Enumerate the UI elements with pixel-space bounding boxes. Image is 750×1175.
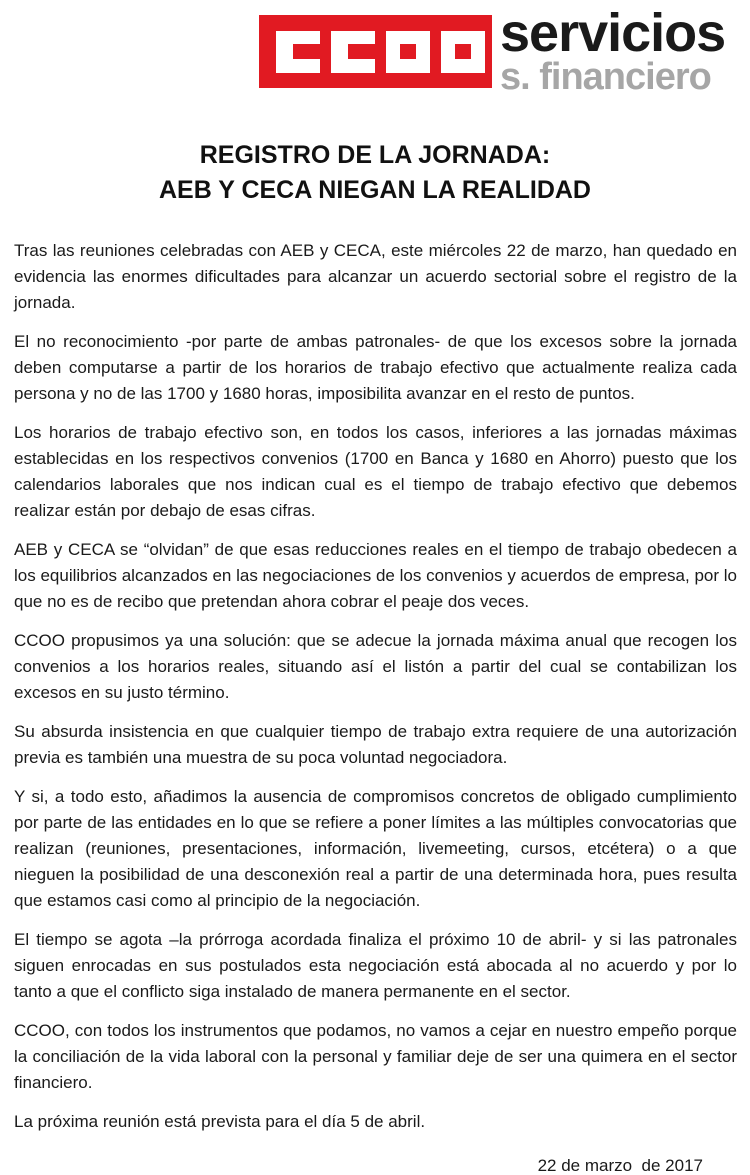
document-body: [14, 238, 737, 1135]
paragraph: Su absurda insistencia en que cualquier tiempo de trabajo extra requiere de una autorización previa es también una muestra de su poca voluntad negociadora.: [14, 722, 737, 767]
paragraph: El tiempo se agota –la prórroga acordada finaliza el próximo 10 de abril- y si las patronales siguen enrocadas en sus postulados esta negociación está abocada al no acuerdo y por lo tanto a que el conflicto siga instalado de manera permanente en el sector.: [14, 930, 737, 1001]
logo-letter-c-icon: [331, 31, 375, 73]
paragraph: Los horarios de trabajo efectivo son, en todos los casos, inferiores a las jornadas máximas establecidas en los respectivos convenios (1700 en Banca y 1680 en Ahorro) puesto que los calendarios laborales que nos indican cual es el tiempo de trabajo efectivo que debemos realizar están por debajo de esas cifras.: [14, 423, 737, 520]
page-title-line1: REGISTRO DE LA JORNADA:: [199, 141, 551, 169]
paragraph: Y si, a todo esto, añadimos la ausencia de compromisos concretos de obligado cumplimiento por parte de las entidades en lo que se refiere a poner límites a las múltiples convocatorias que realizan (reuniones, presentaciones, información, livemeeting, cursos, etcétera) o a que nieguen la posibilidad de una desconexión real a partir de una determinada hora, pues resulta que estamos casi como al principio de la negociación.: [14, 787, 737, 910]
logo-primary-text: servicios: [500, 3, 726, 63]
logo-letter-o-icon: [441, 31, 485, 73]
paragraph: AEB y CECA se “olvidan” de que esas reducciones reales en el tiempo de trabajo obedecen a los equilibrios alcanzados en las negociaciones de los convenios y acuerdos de empresa, por lo que no es de recibo que pretendan ahora cobrar el peaje dos veces.: [14, 540, 737, 611]
paragraph-next-meeting: La próxima reunión está prevista para el día 5 de abril.: [14, 1112, 426, 1131]
paragraph: El no reconocimiento -por parte de ambas patronales- de que los excesos sobre la jornada deben computarse a partir de los horarios de trabajo efectivo que actualmente realiza cada persona y no de las 1700 y 1680 horas, imposibilita avanzar en el resto de puntos.: [14, 332, 737, 403]
logo-wordmark: [500, 3, 726, 98]
logo-letter-o-icon: [386, 31, 430, 73]
paragraph: Tras las reuniones celebradas con AEB y CECA, este miércoles 22 de marzo, han quedado en evidencia las enormes dificultades para alcanzar un acuerdo sectorial sobre el registro de la jornada.: [14, 241, 737, 312]
document-date: 22 de marzo de 2017: [537, 1156, 703, 1175]
ccoo-masthead: [0, 0, 750, 96]
page-title: [0, 138, 750, 208]
page-title-line2: AEB Y CECA NIEGAN LA REALIDAD: [159, 176, 591, 204]
logo-letter-c-icon: [276, 31, 320, 73]
ccoo-logo-mark: [259, 15, 492, 88]
paragraph: CCOO, con todos los instrumentos que podamos, no vamos a cejar en nuestro empeño porque la conciliación de la vida laboral con la personal y familiar deje de ser una quimera en el sector financiero.: [14, 1021, 737, 1092]
paragraph: CCOO propusimos ya una solución: que se adecue la jornada máxima anual que recogen los convenios a los horarios reales, situando así el listón a partir del cual se contabilizan los excesos en su justo término.: [14, 631, 737, 702]
logo-secondary-text: s. financiero: [500, 56, 711, 98]
